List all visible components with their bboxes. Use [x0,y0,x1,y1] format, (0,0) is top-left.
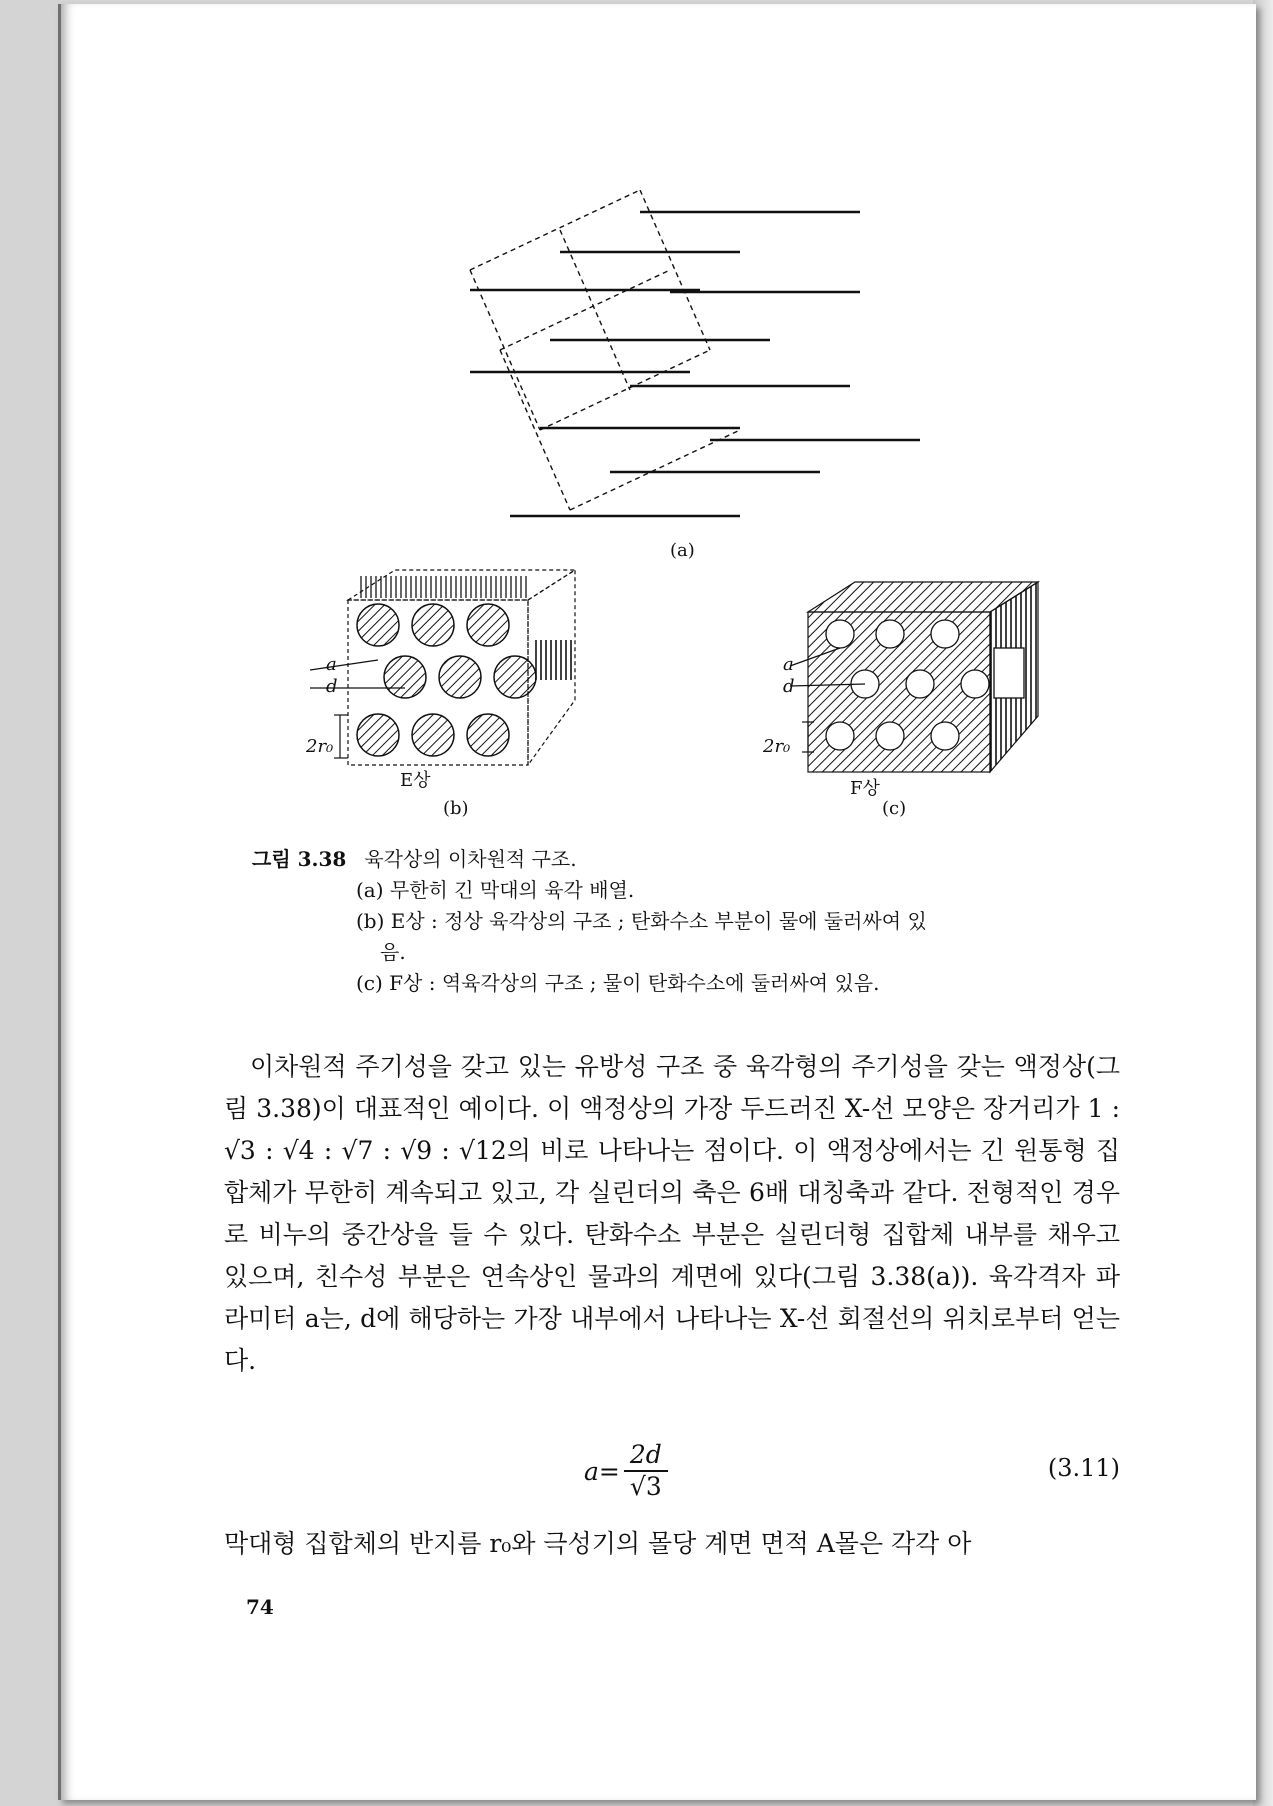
figure-b-a-symbol: a [326,654,337,675]
figure-c-f-phase [780,576,1080,786]
equation-numerator: 2d [624,1440,668,1472]
equation-lhs: a= [584,1456,620,1486]
page-number: 74 [246,1595,274,1619]
figure-b-label: (b) [443,798,469,819]
figure-c-phase-label: F상 [850,778,880,799]
equation [584,1440,668,1502]
equation-number: (3.11) [1047,1454,1120,1482]
figure-c-label: (c) [882,798,907,819]
figure-c-2r0-symbol: 2r₀ [763,736,791,757]
body-text [224,1046,1120,1382]
figure-b-2r0-symbol: 2r₀ [306,736,334,757]
equation-row [224,1440,1120,1500]
body-last-line: 막대형 집합체의 반지름 r₀와 극성기의 몰당 계면 면적 A몰은 각각 아 [224,1529,972,1558]
figure-b-d-symbol: d [326,676,338,697]
figure-b-e-phase [300,560,620,790]
figure-a-rod-array [440,190,960,550]
figure-a-label: (a) [670,540,695,561]
figure-c-a-symbol: a [783,654,794,675]
caption-item-c: (c) F상 : 역육각상의 구조 ; 물이 탄화수소에 둘러싸여 있음. [356,971,880,995]
body-paragraph: 이차원적 주기성을 갖고 있는 유방성 구조 중 육각형의 주기성을 갖는 액정상(그림 3.38)이 대표적인 예이다. 이 액정상의 가장 두드러진 X-선 모양은 장거리가 1 : √3 : √4 : √7 : √9 : √12의 비로 나타나는 점이다. 이 액정상에서는 긴 원통형 집합체가 무한히 계속되고 있고, 각 실린더의 축은 6배 대칭축과 같다. 전형적인 경우로 비누의 중간상을 들 수 있다. 탄화수소 부분은 실린더형 집합체 내부를 채우고 있으며, 친수성 부분은 연속상인 물과의 계면에 있다(그림 3.38(a)). 육각격자 파라미터 a는, d에 해당하는 가장 내부에서 나타나는 X-선 회절선의 위치로부터 얻는다. [224,1052,1120,1375]
caption-item-b: (b) E상 : 정상 육각상의 구조 ; 탄화수소 부분이 물에 둘러싸여 있 [356,909,927,933]
figure-caption [252,844,1132,999]
caption-title: 육각상의 이차원적 구조. [364,847,577,871]
caption-heading: 그림 3.38 [252,847,347,871]
figure-b-phase-label: E상 [400,770,431,791]
equation-denominator: √3 [629,1472,662,1501]
equation-fraction [624,1440,668,1502]
caption-item-a: (a) 무한히 긴 막대의 육각 배열. [356,878,635,902]
caption-item-b-cont: 음. [380,940,406,964]
page-edge [1253,0,1273,1806]
figure-c-d-symbol: d [783,676,795,697]
